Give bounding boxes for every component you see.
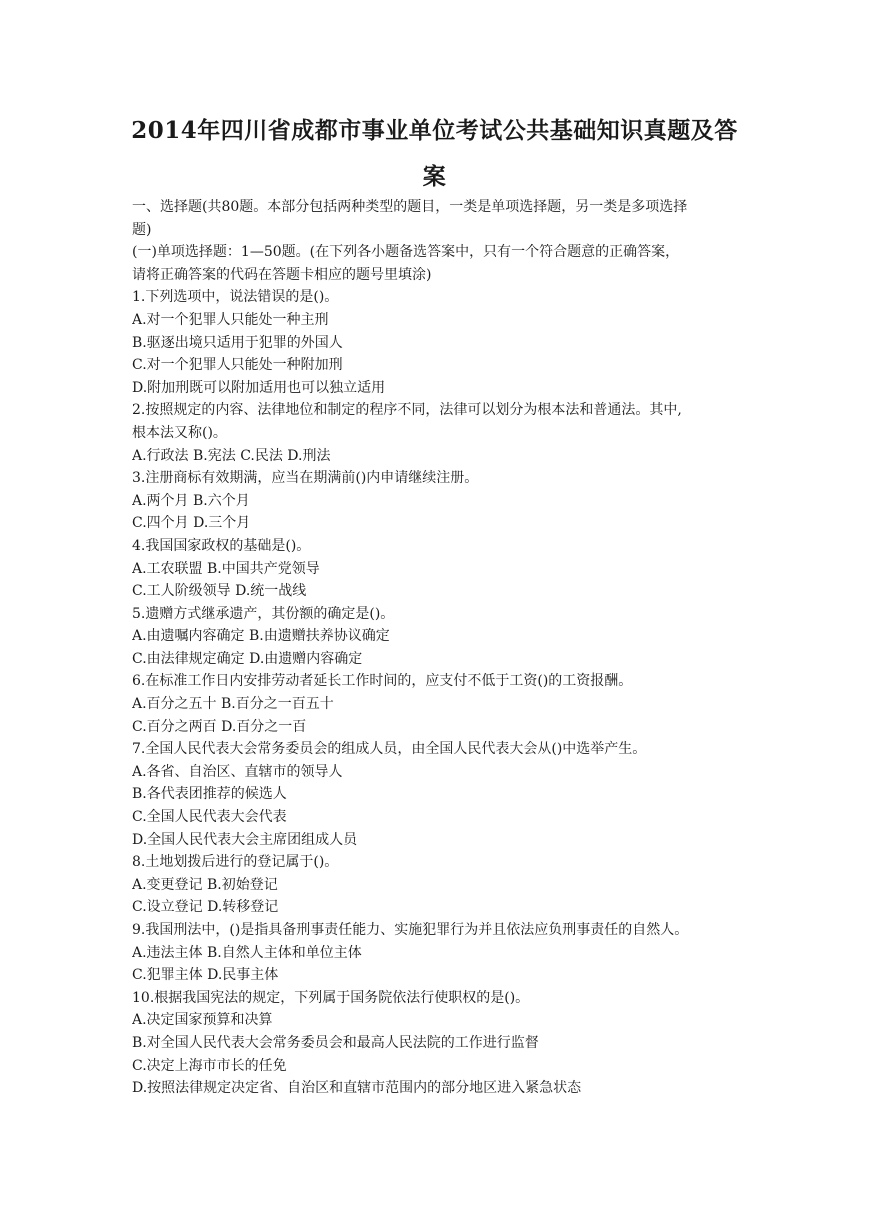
option-line: B.对全国人民代表大会常务委员会和最高人民法院的工作进行监督 xyxy=(132,1034,539,1051)
question-8: 8.土地划拨后进行的登记属于()。 xyxy=(132,854,339,871)
question-4: 4.我国国家政权的基础是()。 xyxy=(132,537,311,554)
option-line: D.全国人民代表大会主席团组成人员 xyxy=(132,831,358,848)
question-3: 3.注册商标有效期满，应当在期满前()内申请继续注册。 xyxy=(132,470,479,487)
option-line: C.犯罪主体 D.民事主体 xyxy=(132,967,279,984)
title-line-1: 2014年四川省成都市事业单位考试公共基础知识真题及答 xyxy=(131,117,738,144)
option-line: A.各省、自治区、直辖市的领导人 xyxy=(132,763,343,780)
title-line-2: 案 xyxy=(422,163,447,190)
option-line: A.两个月 B.六个月 xyxy=(132,492,250,509)
option-line: A.对一个犯罪人只能处一种主刑 xyxy=(132,311,329,328)
text-line: 根本法又称()。 xyxy=(132,424,227,441)
option-line: C.由法律规定确定 D.由遗赠内容确定 xyxy=(132,650,363,667)
option-line: D.按照法律规定决定省、自治区和直辖市范围内的部分地区进入紧急状态 xyxy=(132,1080,582,1097)
option-line: A.由遗嘱内容确定 B.由遗赠扶养协议确定 xyxy=(132,628,390,645)
option-line: C.四个月 D.三个月 xyxy=(132,515,251,532)
text-line: 题) xyxy=(132,221,152,238)
option-line: A.行政法 B.宪法 C.民法 D.刑法 xyxy=(132,447,331,464)
option-line: C.决定上海市市长的任免 xyxy=(132,1057,287,1074)
option-line: A.违法主体 B.自然人主体和单位主体 xyxy=(132,944,362,961)
option-line: A.百分之五十 B.百分之一百五十 xyxy=(132,696,334,713)
question-2: 2.按照规定的内容、法律地位和制定的程序不同，法律可以划分为根本法和普通法。其中, xyxy=(132,402,682,419)
text-line: (一)单项选择题：1—50题。(在下列各小题备选答案中，只有一个符合题意的正确答案， xyxy=(132,244,680,261)
option-line: B.驱逐出境只适用于犯罪的外国人 xyxy=(132,334,343,351)
question-10: 10.根据我国宪法的规定，下列属于国务院依法行使职权的是()。 xyxy=(132,989,530,1006)
document-body xyxy=(132,196,744,1100)
question-7: 7.全国人民代表大会常务委员会的组成人员，由全国人民代表大会从()中选举产生。 xyxy=(132,741,647,758)
option-line: C.全国人民代表大会代表 xyxy=(132,809,287,826)
option-line: A.决定国家预算和决算 xyxy=(132,1012,273,1029)
text-line: 一、选择题(共80题。本部分包括两种类型的题目，一类是单项选择题，另一类是多项选择 xyxy=(132,199,688,215)
question-1: 1.下列选项中，说法错误的是()。 xyxy=(132,289,339,306)
option-line: C.对一个犯罪人只能处一种附加刑 xyxy=(132,357,343,374)
question-9: 9.我国刑法中，()是指具备刑事责任能力、实施犯罪行为并且依法应负刑事责任的自然人。 xyxy=(132,922,689,938)
option-line: C.工人阶级领导 D.统一战线 xyxy=(132,583,307,600)
option-line: C.设立登记 D.转移登记 xyxy=(132,899,279,916)
question-6: 6.在标准工作日内安排劳动者延长工作时间的，应支付不低于工资()的工资报酬。 xyxy=(132,673,633,690)
option-line: C.百分之两百 D.百分之一百 xyxy=(132,718,307,735)
option-line: A.工农联盟 B.中国共产党领导 xyxy=(132,560,320,577)
question-5: 5.遗赠方式继承遗产，其份额的确定是()。 xyxy=(132,605,395,622)
option-line: A.变更登记 B.初始登记 xyxy=(132,876,278,893)
text-line: 请将正确答案的代码在答题卡相应的题号里填涂) xyxy=(132,266,432,283)
option-line: B.各代表团推荐的候选人 xyxy=(132,786,287,803)
document-title xyxy=(100,108,769,200)
option-line: D.附加刑既可以附加适用也可以独立适用 xyxy=(132,379,386,396)
